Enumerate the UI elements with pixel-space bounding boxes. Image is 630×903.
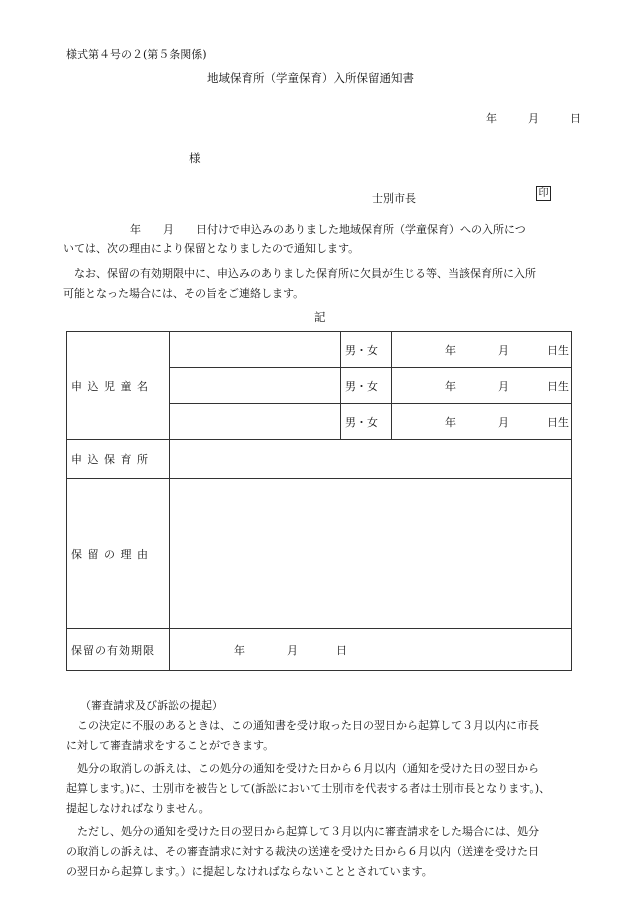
facility-cell xyxy=(170,440,572,479)
birth-month-1: 月 xyxy=(498,343,509,357)
appeal-p2-line2: 起算します。)に、士別市を被告として(訴訟において士別市を代表する者は士別市長となります。)、 xyxy=(66,782,551,795)
document-title: 地域保育所（学童保育）入所保留通知書 xyxy=(207,71,414,85)
reason-label: 保留の理由 xyxy=(67,479,170,629)
birth-day-1: 日生 xyxy=(547,343,569,357)
validity-year: 年 xyxy=(234,643,245,657)
gender-cell-1: 男・女 xyxy=(341,332,392,368)
application-table xyxy=(66,331,572,671)
validity-label: 保留の有効期限 xyxy=(67,629,170,671)
birth-year-3: 年 xyxy=(445,415,456,429)
appeal-p1-line2: に対して審査請求をすることができます。 xyxy=(66,739,275,752)
appeal-p3-line3: の翌日から起算します。）に提起しなければならないこととされています。 xyxy=(66,865,433,878)
child-name-cell-1 xyxy=(170,332,341,368)
appeal-p2-line1: 処分の取消しの訴えは、この処分の通知を受けた日から６月以内（通知を受けた日の翌日から xyxy=(77,762,539,775)
body-para2-line1: なお、保留の有効期限中に、申込みのありました保育所に欠員が生じる等、当該保育所に入所 xyxy=(74,267,536,280)
date-day: 日 xyxy=(570,112,581,125)
date-year: 年 xyxy=(486,112,497,125)
appeal-p1-line1: この決定に不服のあるときは、この通知書を受け取った日の翌日から起算して３月以内に市長 xyxy=(77,719,539,732)
birth-day-3: 日生 xyxy=(547,415,569,429)
appeal-p2-line3: 提起しなければなりません。 xyxy=(66,802,210,815)
facility-label: 申込保育所 xyxy=(67,440,170,479)
birth-day-2: 日生 xyxy=(547,379,569,393)
validity-day: 日 xyxy=(336,643,347,657)
birth-cell-3 xyxy=(392,404,572,440)
addressee-suffix: 様 xyxy=(189,151,201,165)
appeal-p3-line1: ただし、処分の通知を受けた日の翌日から起算して３月以内に審査請求をした場合には、処分 xyxy=(77,825,539,838)
appeal-p3-line2: の取消しの訴えは、その審査請求に対する裁決の送達を受けた日から６月以内（送達を受けた日 xyxy=(66,845,539,858)
issue-date xyxy=(486,110,581,126)
birth-year-1: 年 xyxy=(445,343,456,357)
body-para1-line2: いては、次の理由により保留となりましたので通知します。 xyxy=(63,242,360,255)
child-name-label: 申込児童名 xyxy=(67,332,170,440)
ki-mark: 記 xyxy=(314,310,326,324)
validity-cell xyxy=(170,629,572,671)
birth-month-3: 月 xyxy=(498,415,509,429)
issuer-name: 士別市長 xyxy=(372,192,416,205)
date-month: 月 xyxy=(528,112,539,125)
gender-cell-2: 男・女 xyxy=(341,368,392,404)
birth-month-2: 月 xyxy=(498,379,509,393)
body-para2-line2: 可能となった場合には、その旨をご連絡します。 xyxy=(63,287,305,300)
reason-cell xyxy=(170,479,572,629)
child-name-cell-2 xyxy=(170,368,341,404)
body-para1-line1: 年 月 日付けで申込みのありました地域保育所（学童保育）への入所につ xyxy=(130,223,526,236)
validity-month: 月 xyxy=(287,643,298,657)
birth-year-2: 年 xyxy=(445,379,456,393)
seal-mark: 印 xyxy=(536,186,551,201)
gender-cell-3: 男・女 xyxy=(341,404,392,440)
form-number: 様式第４号の２(第５条関係) xyxy=(66,48,207,61)
appeal-heading: （審査請求及び訴訟の提起） xyxy=(80,699,223,712)
birth-cell-2 xyxy=(392,368,572,404)
birth-cell-1 xyxy=(392,332,572,368)
child-name-cell-3 xyxy=(170,404,341,440)
